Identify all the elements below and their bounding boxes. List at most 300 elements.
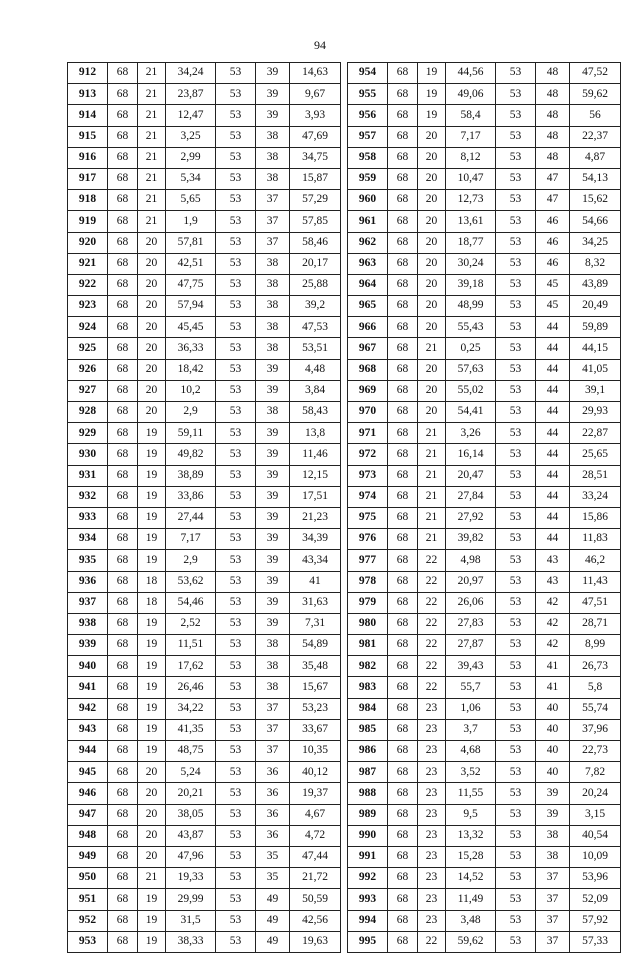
table-row xyxy=(348,232,621,253)
table-cell: 43,87 xyxy=(166,825,216,846)
table-cell: 37 xyxy=(536,910,570,931)
table-cell: 53 xyxy=(496,274,536,295)
table-cell: 27,92 xyxy=(446,507,496,528)
table-cell: 21 xyxy=(418,423,446,444)
table-cell: 22 xyxy=(418,931,446,952)
table-row xyxy=(68,126,341,147)
table-cell: 50,59 xyxy=(290,889,341,910)
table-cell: 39 xyxy=(536,783,570,804)
table-cell: 20 xyxy=(418,232,446,253)
point-number-cell: 931 xyxy=(68,465,108,486)
table-cell: 46 xyxy=(536,211,570,232)
table-cell: 11,55 xyxy=(446,783,496,804)
table-cell: 22 xyxy=(418,635,446,656)
table-row xyxy=(348,825,621,846)
table-cell: 59,62 xyxy=(570,84,621,105)
coordinate-table-left xyxy=(67,62,341,953)
table-row xyxy=(348,317,621,338)
table-cell: 68 xyxy=(108,507,138,528)
table-cell: 22,73 xyxy=(570,741,621,762)
table-row xyxy=(348,380,621,401)
table-cell: 44 xyxy=(536,507,570,528)
table-row xyxy=(348,147,621,168)
point-number-cell: 961 xyxy=(348,211,388,232)
point-number-cell: 950 xyxy=(68,868,108,889)
table-cell: 20 xyxy=(138,253,166,274)
table-cell: 53 xyxy=(496,84,536,105)
point-number-cell: 930 xyxy=(68,444,108,465)
table-cell: 68 xyxy=(108,338,138,359)
table-row xyxy=(348,126,621,147)
table-cell: 20 xyxy=(138,232,166,253)
point-number-cell: 978 xyxy=(348,571,388,592)
table-cell: 37 xyxy=(256,211,290,232)
table-cell: 53 xyxy=(216,274,256,295)
table-row xyxy=(68,317,341,338)
point-number-cell: 935 xyxy=(68,550,108,571)
table-cell: 34,25 xyxy=(570,232,621,253)
table-cell: 53 xyxy=(496,846,536,867)
table-cell: 38 xyxy=(536,825,570,846)
point-number-cell: 960 xyxy=(348,190,388,211)
table-row xyxy=(68,274,341,295)
table-cell: 26,73 xyxy=(570,656,621,677)
table-cell: 23 xyxy=(418,825,446,846)
table-cell: 12,47 xyxy=(166,105,216,126)
table-cell: 68 xyxy=(108,656,138,677)
table-row xyxy=(68,465,341,486)
table-cell: 68 xyxy=(388,656,418,677)
table-row xyxy=(68,168,341,189)
table-cell: 20,47 xyxy=(446,465,496,486)
point-number-cell: 959 xyxy=(348,168,388,189)
table-cell: 68 xyxy=(108,571,138,592)
table-cell: 4,87 xyxy=(570,147,621,168)
table-cell: 68 xyxy=(388,359,418,380)
table-cell: 53,96 xyxy=(570,868,621,889)
point-number-cell: 953 xyxy=(68,931,108,952)
table-cell: 68 xyxy=(388,571,418,592)
point-number-cell: 982 xyxy=(348,656,388,677)
table-cell: 68 xyxy=(108,677,138,698)
table-cell: 3,15 xyxy=(570,804,621,825)
table-cell: 4,98 xyxy=(446,550,496,571)
table-cell: 15,86 xyxy=(570,507,621,528)
table-cell: 22 xyxy=(418,677,446,698)
table-cell: 38 xyxy=(256,147,290,168)
table-cell: 15,87 xyxy=(290,168,341,189)
point-number-cell: 981 xyxy=(348,635,388,656)
table-cell: 53 xyxy=(496,762,536,783)
table-cell: 48 xyxy=(536,84,570,105)
table-row xyxy=(348,486,621,507)
table-cell: 48,75 xyxy=(166,741,216,762)
table-cell: 4,72 xyxy=(290,825,341,846)
table-cell: 38 xyxy=(536,846,570,867)
table-cell: 68 xyxy=(108,719,138,740)
table-cell: 68 xyxy=(388,592,418,613)
table-cell: 53 xyxy=(216,698,256,719)
table-cell: 35 xyxy=(256,846,290,867)
table-cell: 40,12 xyxy=(290,762,341,783)
table-cell: 68 xyxy=(108,825,138,846)
table-cell: 7,82 xyxy=(570,762,621,783)
table-cell: 68 xyxy=(388,402,418,423)
table-cell: 19 xyxy=(138,486,166,507)
table-row xyxy=(68,592,341,613)
table-cell: 68 xyxy=(388,698,418,719)
table-cell: 42 xyxy=(536,635,570,656)
table-row xyxy=(348,571,621,592)
table-cell: 68 xyxy=(108,253,138,274)
table-cell: 43,89 xyxy=(570,274,621,295)
table-cell: 45 xyxy=(536,274,570,295)
table-cell: 19 xyxy=(138,741,166,762)
table-cell: 53 xyxy=(496,868,536,889)
table-cell: 19 xyxy=(418,84,446,105)
table-cell: 68 xyxy=(388,232,418,253)
table-cell: 42 xyxy=(536,592,570,613)
point-number-cell: 957 xyxy=(348,126,388,147)
table-row xyxy=(348,338,621,359)
table-cell: 58,43 xyxy=(290,402,341,423)
table-cell: 31,63 xyxy=(290,592,341,613)
table-cell: 15,28 xyxy=(446,846,496,867)
table-cell: 39 xyxy=(256,444,290,465)
table-cell: 68 xyxy=(388,105,418,126)
table-cell: 68 xyxy=(108,444,138,465)
table-row xyxy=(68,868,341,889)
table-cell: 9,67 xyxy=(290,84,341,105)
table-row xyxy=(348,168,621,189)
table-row xyxy=(68,296,341,317)
point-number-cell: 914 xyxy=(68,105,108,126)
table-cell: 58,46 xyxy=(290,232,341,253)
table-cell: 3,84 xyxy=(290,380,341,401)
table-row xyxy=(348,550,621,571)
table-row xyxy=(68,147,341,168)
table-cell: 27,83 xyxy=(446,613,496,634)
point-number-cell: 966 xyxy=(348,317,388,338)
table-cell: 22 xyxy=(418,613,446,634)
table-cell: 53 xyxy=(496,402,536,423)
table-cell: 43,34 xyxy=(290,550,341,571)
table-cell: 53 xyxy=(216,592,256,613)
table-cell: 53,62 xyxy=(166,571,216,592)
table-cell: 68 xyxy=(108,592,138,613)
table-cell: 36 xyxy=(256,825,290,846)
point-number-cell: 926 xyxy=(68,359,108,380)
table-cell: 43 xyxy=(536,550,570,571)
table-cell: 53 xyxy=(496,105,536,126)
table-cell: 68 xyxy=(388,677,418,698)
table-cell: 53 xyxy=(216,910,256,931)
table-cell: 15,62 xyxy=(570,190,621,211)
point-number-cell: 932 xyxy=(68,486,108,507)
point-number-cell: 948 xyxy=(68,825,108,846)
table-cell: 53 xyxy=(216,635,256,656)
table-cell: 53 xyxy=(216,338,256,359)
point-number-cell: 964 xyxy=(348,274,388,295)
table-cell: 19 xyxy=(418,105,446,126)
table-cell: 39,1 xyxy=(570,380,621,401)
table-cell: 38 xyxy=(256,168,290,189)
table-cell: 68 xyxy=(388,274,418,295)
table-cell: 68 xyxy=(388,635,418,656)
table-cell: 14,63 xyxy=(290,63,341,84)
table-cell: 55,74 xyxy=(570,698,621,719)
table-cell: 68 xyxy=(108,889,138,910)
table-cell: 19,33 xyxy=(166,868,216,889)
point-number-cell: 928 xyxy=(68,402,108,423)
table-cell: 47,44 xyxy=(290,846,341,867)
point-number-cell: 974 xyxy=(348,486,388,507)
table-cell: 68 xyxy=(108,613,138,634)
table-cell: 5,34 xyxy=(166,168,216,189)
table-row xyxy=(348,253,621,274)
table-cell: 20 xyxy=(418,402,446,423)
table-cell: 8,12 xyxy=(446,147,496,168)
point-number-cell: 949 xyxy=(68,846,108,867)
table-cell: 55,7 xyxy=(446,677,496,698)
table-cell: 38 xyxy=(256,635,290,656)
table-row xyxy=(348,804,621,825)
table-cell: 39 xyxy=(256,529,290,550)
table-cell: 58,4 xyxy=(446,105,496,126)
table-cell: 53 xyxy=(216,359,256,380)
table-cell: 19 xyxy=(138,423,166,444)
point-number-cell: 944 xyxy=(68,741,108,762)
table-row xyxy=(68,402,341,423)
table-cell: 53 xyxy=(496,677,536,698)
table-cell: 68 xyxy=(108,105,138,126)
table-cell: 53 xyxy=(496,804,536,825)
table-cell: 23 xyxy=(418,783,446,804)
table-cell: 34,75 xyxy=(290,147,341,168)
table-cell: 18,42 xyxy=(166,359,216,380)
table-cell: 20 xyxy=(138,296,166,317)
point-number-cell: 975 xyxy=(348,507,388,528)
table-cell: 53 xyxy=(216,741,256,762)
table-cell: 53 xyxy=(216,190,256,211)
table-cell: 53 xyxy=(496,741,536,762)
table-row xyxy=(68,698,341,719)
table-row xyxy=(348,846,621,867)
table-cell: 68 xyxy=(108,486,138,507)
table-cell: 41,05 xyxy=(570,359,621,380)
table-row xyxy=(348,635,621,656)
table-cell: 4,48 xyxy=(290,359,341,380)
table-cell: 59,62 xyxy=(446,931,496,952)
table-cell: 8,99 xyxy=(570,635,621,656)
table-cell: 41,35 xyxy=(166,719,216,740)
table-cell: 22 xyxy=(418,592,446,613)
table-row xyxy=(348,613,621,634)
table-cell: 53 xyxy=(496,550,536,571)
table-cell: 39 xyxy=(256,592,290,613)
point-number-cell: 977 xyxy=(348,550,388,571)
table-cell: 13,61 xyxy=(446,211,496,232)
table-cell: 48,99 xyxy=(446,296,496,317)
table-cell: 53 xyxy=(496,126,536,147)
table-row xyxy=(68,253,341,274)
table-cell: 44 xyxy=(536,317,570,338)
table-cell: 38 xyxy=(256,253,290,274)
table-cell: 68 xyxy=(108,846,138,867)
table-cell: 49 xyxy=(256,910,290,931)
table-cell: 14,52 xyxy=(446,868,496,889)
table-cell: 53 xyxy=(496,910,536,931)
table-cell: 19 xyxy=(138,677,166,698)
table-row xyxy=(348,507,621,528)
table-cell: 39,43 xyxy=(446,656,496,677)
table-cell: 20 xyxy=(138,804,166,825)
table-cell: 41 xyxy=(536,656,570,677)
table-cell: 68 xyxy=(108,211,138,232)
table-cell: 39 xyxy=(256,507,290,528)
table-row xyxy=(348,868,621,889)
table-cell: 20 xyxy=(138,762,166,783)
table-cell: 53 xyxy=(496,168,536,189)
table-cell: 10,2 xyxy=(166,380,216,401)
table-cell: 68 xyxy=(388,868,418,889)
table-cell: 53 xyxy=(496,571,536,592)
table-cell: 39 xyxy=(256,84,290,105)
table-cell: 27,44 xyxy=(166,507,216,528)
table-cell: 1,06 xyxy=(446,698,496,719)
table-cell: 68 xyxy=(388,910,418,931)
table-cell: 21 xyxy=(138,190,166,211)
table-cell: 68 xyxy=(388,719,418,740)
table-cell: 53 xyxy=(216,63,256,84)
table-cell: 53 xyxy=(216,423,256,444)
table-row xyxy=(68,423,341,444)
table-cell: 46 xyxy=(536,253,570,274)
table-cell: 53 xyxy=(216,105,256,126)
table-cell: 20,97 xyxy=(446,571,496,592)
table-row xyxy=(348,359,621,380)
point-number-cell: 915 xyxy=(68,126,108,147)
table-cell: 53 xyxy=(496,635,536,656)
table-cell: 23,87 xyxy=(166,84,216,105)
table-cell: 68 xyxy=(108,63,138,84)
point-number-cell: 917 xyxy=(68,168,108,189)
table-row xyxy=(68,656,341,677)
point-number-cell: 954 xyxy=(348,63,388,84)
point-number-cell: 923 xyxy=(68,296,108,317)
table-cell: 21,72 xyxy=(290,868,341,889)
table-cell: 53 xyxy=(496,232,536,253)
table-cell: 4,67 xyxy=(290,804,341,825)
table-cell: 5,8 xyxy=(570,677,621,698)
table-cell: 37 xyxy=(536,868,570,889)
point-number-cell: 988 xyxy=(348,783,388,804)
table-cell: 53 xyxy=(216,889,256,910)
table-cell: 39 xyxy=(256,63,290,84)
table-cell: 53 xyxy=(216,296,256,317)
table-cell: 53 xyxy=(496,423,536,444)
table-cell: 59,11 xyxy=(166,423,216,444)
table-cell: 17,51 xyxy=(290,486,341,507)
table-cell: 34,24 xyxy=(166,63,216,84)
table-cell: 68 xyxy=(108,168,138,189)
table-row xyxy=(68,762,341,783)
table-cell: 68 xyxy=(388,804,418,825)
point-number-cell: 912 xyxy=(68,63,108,84)
point-number-cell: 972 xyxy=(348,444,388,465)
table-cell: 53 xyxy=(216,402,256,423)
point-number-cell: 986 xyxy=(348,741,388,762)
table-cell: 53 xyxy=(496,296,536,317)
table-row xyxy=(348,84,621,105)
table-cell: 68 xyxy=(108,423,138,444)
table-cell: 36,33 xyxy=(166,338,216,359)
table-cell: 19,63 xyxy=(290,931,341,952)
table-cell: 68 xyxy=(388,423,418,444)
table-cell: 40 xyxy=(536,698,570,719)
table-cell: 37 xyxy=(256,719,290,740)
table-cell: 49 xyxy=(256,889,290,910)
table-cell: 39 xyxy=(256,571,290,592)
table-cell: 2,9 xyxy=(166,550,216,571)
table-cell: 53 xyxy=(216,168,256,189)
table-cell: 53 xyxy=(496,359,536,380)
table-cell: 19 xyxy=(138,635,166,656)
table-cell: 36 xyxy=(256,783,290,804)
table-cell: 20 xyxy=(138,846,166,867)
table-cell: 68 xyxy=(108,274,138,295)
table-row xyxy=(348,719,621,740)
table-cell: 68 xyxy=(108,529,138,550)
table-cell: 36 xyxy=(256,804,290,825)
table-cell: 20 xyxy=(418,359,446,380)
table-cell: 33,86 xyxy=(166,486,216,507)
table-cell: 5,24 xyxy=(166,762,216,783)
table-cell: 19 xyxy=(138,698,166,719)
point-number-cell: 973 xyxy=(348,465,388,486)
table-cell: 33,67 xyxy=(290,719,341,740)
point-number-cell: 941 xyxy=(68,677,108,698)
table-cell: 40 xyxy=(536,762,570,783)
table-cell: 30,24 xyxy=(446,253,496,274)
table-cell: 53 xyxy=(216,486,256,507)
table-cell: 13,8 xyxy=(290,423,341,444)
table-cell: 46 xyxy=(536,232,570,253)
table-cell: 1,9 xyxy=(166,211,216,232)
table-cell: 23 xyxy=(418,889,446,910)
point-number-cell: 936 xyxy=(68,571,108,592)
table-cell: 53 xyxy=(496,783,536,804)
table-cell: 38 xyxy=(256,274,290,295)
table-cell: 39 xyxy=(256,486,290,507)
table-cell: 53 xyxy=(216,380,256,401)
point-number-cell: 934 xyxy=(68,529,108,550)
point-number-cell: 952 xyxy=(68,910,108,931)
point-number-cell: 937 xyxy=(68,592,108,613)
point-number-cell: 970 xyxy=(348,402,388,423)
table-row xyxy=(68,571,341,592)
table-cell: 44 xyxy=(536,465,570,486)
table-cell: 53 xyxy=(216,825,256,846)
point-number-cell: 991 xyxy=(348,846,388,867)
table-row xyxy=(68,507,341,528)
point-number-cell: 938 xyxy=(68,613,108,634)
table-row xyxy=(68,380,341,401)
table-cell: 53 xyxy=(216,783,256,804)
point-number-cell: 921 xyxy=(68,253,108,274)
table-cell: 22 xyxy=(418,656,446,677)
table-row xyxy=(68,889,341,910)
